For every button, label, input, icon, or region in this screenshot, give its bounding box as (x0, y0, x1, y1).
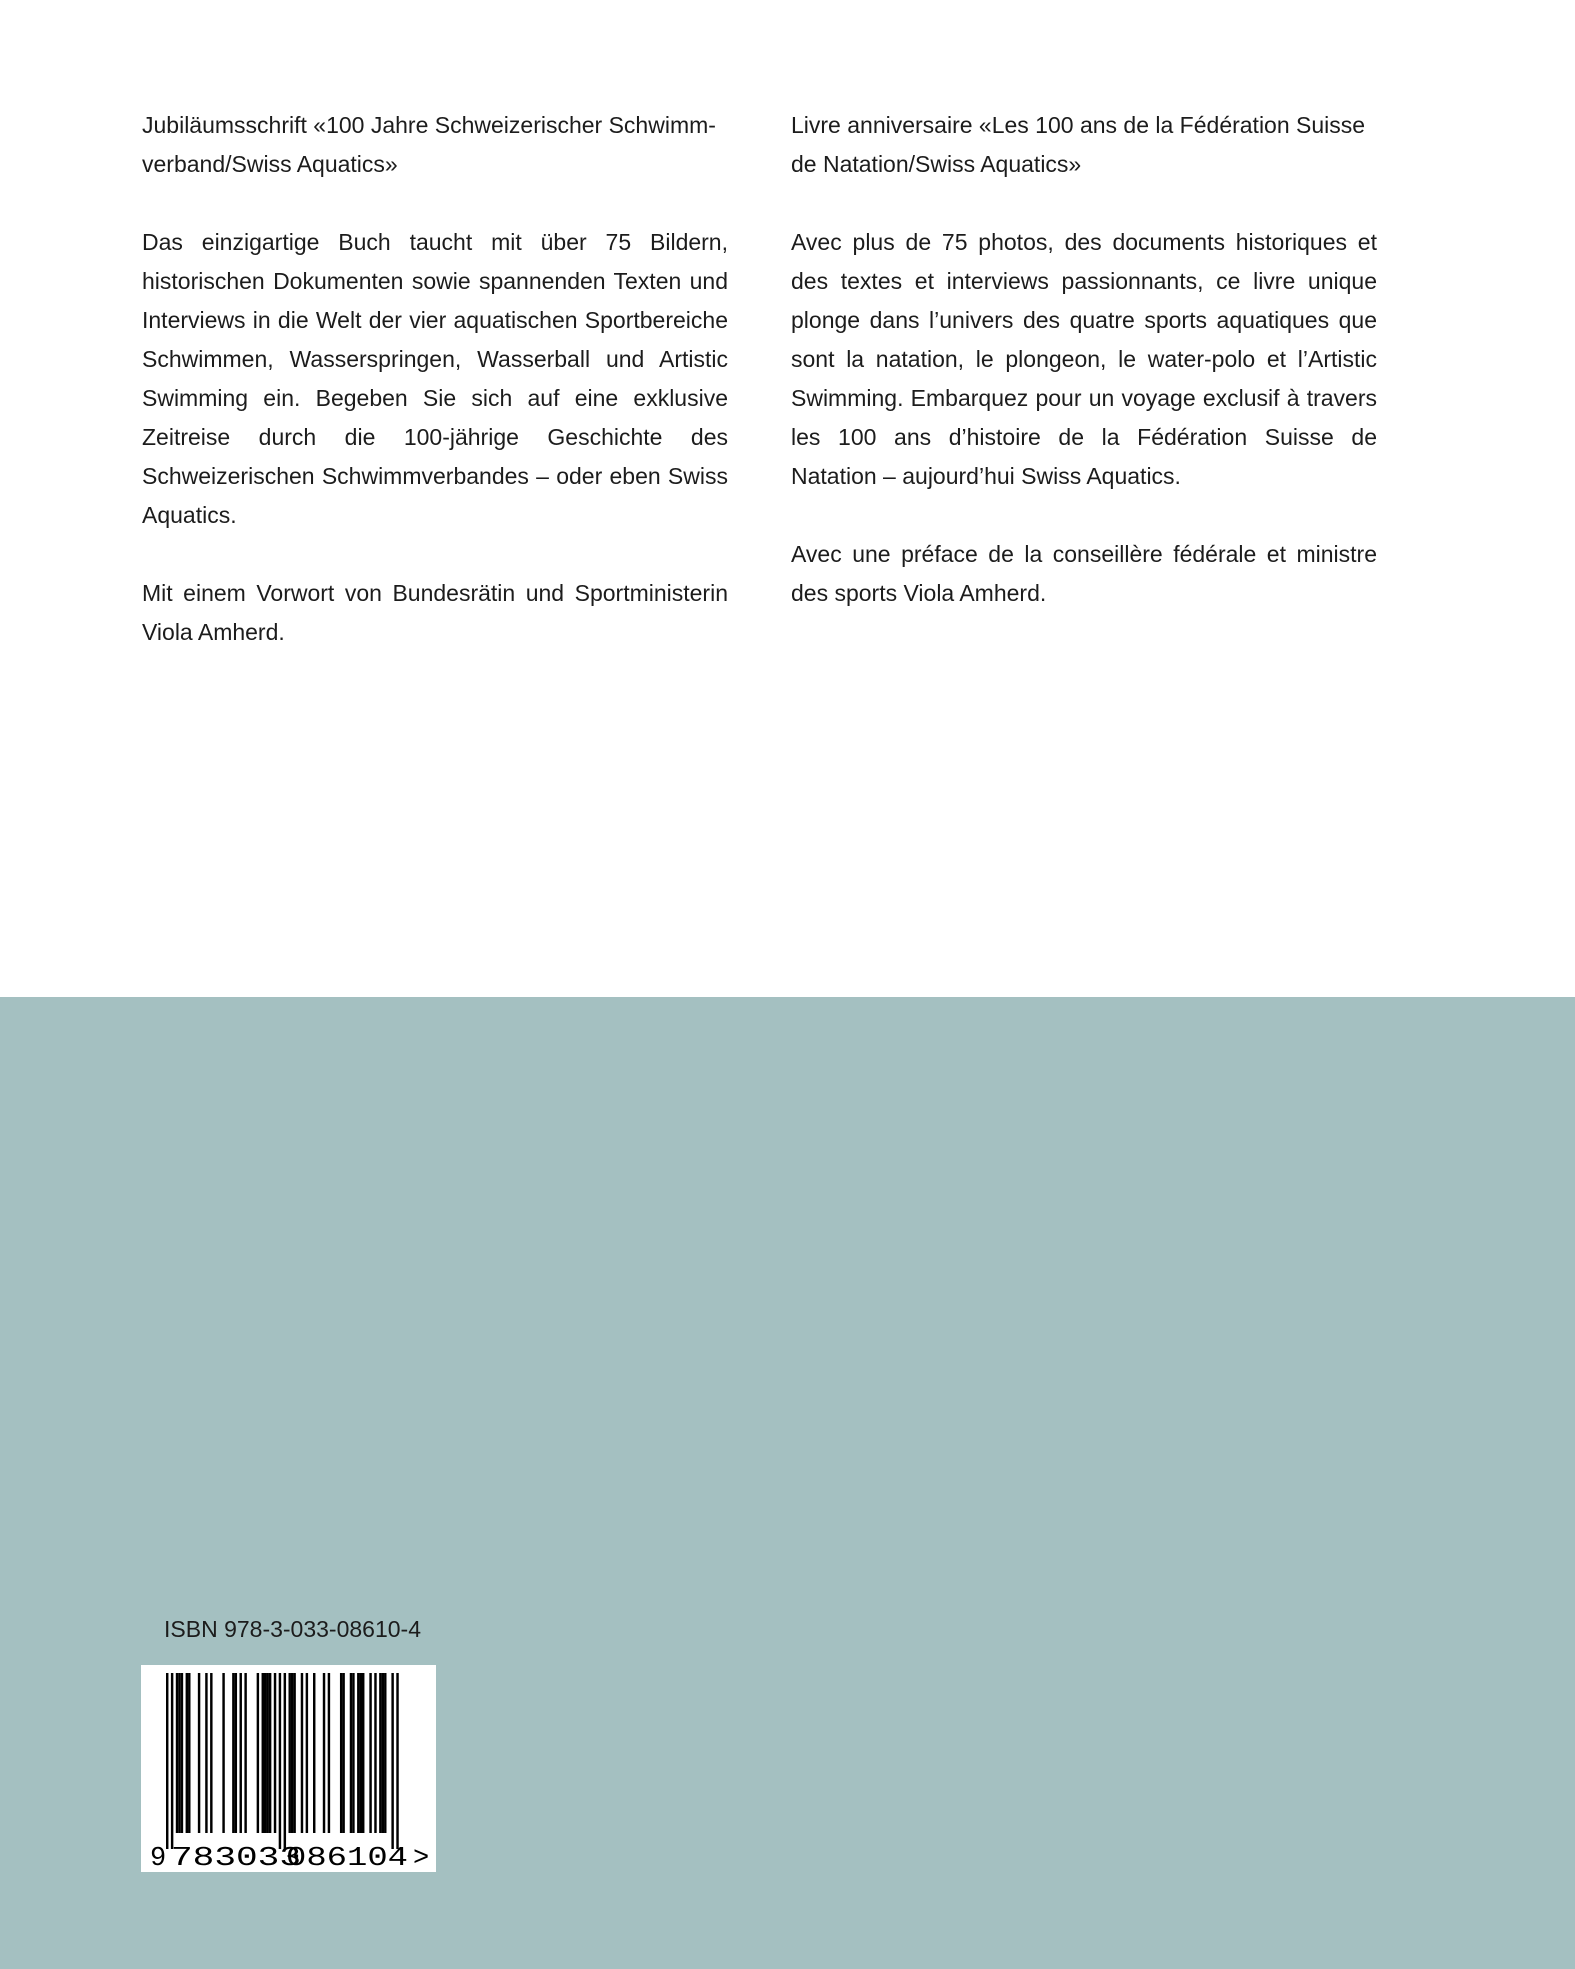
barcode-bar (328, 1673, 330, 1833)
barcode-bar (291, 1673, 293, 1833)
barcode-bar (176, 1673, 178, 1833)
german-title: Jubiläumsschrift «100 Jahre Schweizerischer Schwimmverband/Swiss Aquatics» (142, 112, 716, 177)
barcode (141, 1665, 436, 1872)
barcode-bar (257, 1673, 259, 1833)
barcode-bar (306, 1673, 308, 1833)
barcode-quiet-zone-marker: > (413, 1844, 430, 1872)
barcode-bar (289, 1673, 291, 1833)
german-column (142, 106, 728, 691)
barcode-bar (323, 1673, 325, 1833)
barcode-bar (210, 1673, 212, 1833)
barcode-graphic (141, 1665, 436, 1872)
barcode-guard-bar (284, 1673, 286, 1849)
barcode-bar (266, 1673, 268, 1833)
german-foreword: Mit einem Vorwort von Bundesrätin und Sportministerin Viola Amherd. (142, 580, 728, 645)
barcode-bar (350, 1673, 352, 1833)
barcode-bar (340, 1673, 342, 1833)
barcode-bar (222, 1673, 224, 1833)
barcode-bar (240, 1673, 242, 1833)
barcode-bars (166, 1673, 399, 1849)
barcode-bar (362, 1673, 364, 1833)
isbn-label: ISBN 978-3-033-08610-4 (164, 1616, 421, 1642)
barcode-guard-bar (396, 1673, 398, 1849)
barcode-bar (178, 1673, 180, 1833)
barcode-bar (262, 1673, 264, 1833)
barcode-bar (357, 1673, 359, 1833)
barcode-guard-bar (171, 1673, 173, 1849)
barcode-bar (301, 1673, 303, 1833)
barcode-bar (232, 1673, 234, 1833)
barcode-bar (374, 1673, 376, 1833)
french-foreword: Avec une préface de la conseillère fédérale et ministre des sports Viola Amherd. (791, 541, 1377, 606)
french-title: Livre anniversaire «Les 100 ans de la Fédération Suisse de Natation/Swiss Aquatics» (791, 112, 1366, 177)
barcode-bar (342, 1673, 344, 1833)
barcode-bar (269, 1673, 271, 1833)
barcode-guard-bar (279, 1673, 281, 1849)
barcode-bar (244, 1673, 246, 1833)
barcode-bar (382, 1673, 384, 1833)
barcode-bar (360, 1673, 362, 1833)
barcode-first-digit: 9 (150, 1844, 167, 1872)
barcode-bar (369, 1673, 371, 1833)
barcode-bar (352, 1673, 354, 1833)
barcode-bar (181, 1673, 183, 1833)
barcode-bar (186, 1673, 188, 1833)
barcode-right-digits: 086104 (286, 1844, 408, 1872)
barcode-bar (198, 1673, 200, 1833)
barcode-bar (205, 1673, 207, 1833)
barcode-bar (188, 1673, 190, 1833)
german-description: Das einzigartige Buch taucht mit über 75 Bildern, historischen Dokumenten sowie spannenden Texten und Interviews in die Welt der vier aquatischen Sportbereiche Schwimmen, Wasserspringen, Wasserball und Artistic Swimming ein. Begeben Sie sich auf eine exklusive Zeitreise durch die 100-jährige Geschichte des Schweizerischen Schwimmverbandes – oder eben Swiss Aquatics. (142, 229, 728, 528)
barcode-bar (264, 1673, 266, 1833)
barcode-bar (313, 1673, 315, 1833)
barcode-left-digits: 783033 (171, 1844, 301, 1872)
french-description: Avec plus de 75 photos, des documents historiques et des textes et interviews passionnants, ce livre unique plonge dans l’univers des quatre sports aquatiques que sont la natation, le plongeon, le water-polo et l’Artistic Swimming. Embarquez pour un voyage exclusif à travers les 100 ans d’histoire de la Fédération Suisse de Natation – aujourd’hui Swiss Aquatics. (791, 229, 1377, 489)
barcode-bar (384, 1673, 386, 1833)
french-column (791, 106, 1377, 652)
barcode-bar (274, 1673, 276, 1833)
barcode-bar (293, 1673, 295, 1833)
barcode-bar (379, 1673, 381, 1833)
barcode-guard-bar (391, 1673, 393, 1849)
barcode-bar (235, 1673, 237, 1833)
barcode-guard-bar (166, 1673, 168, 1849)
